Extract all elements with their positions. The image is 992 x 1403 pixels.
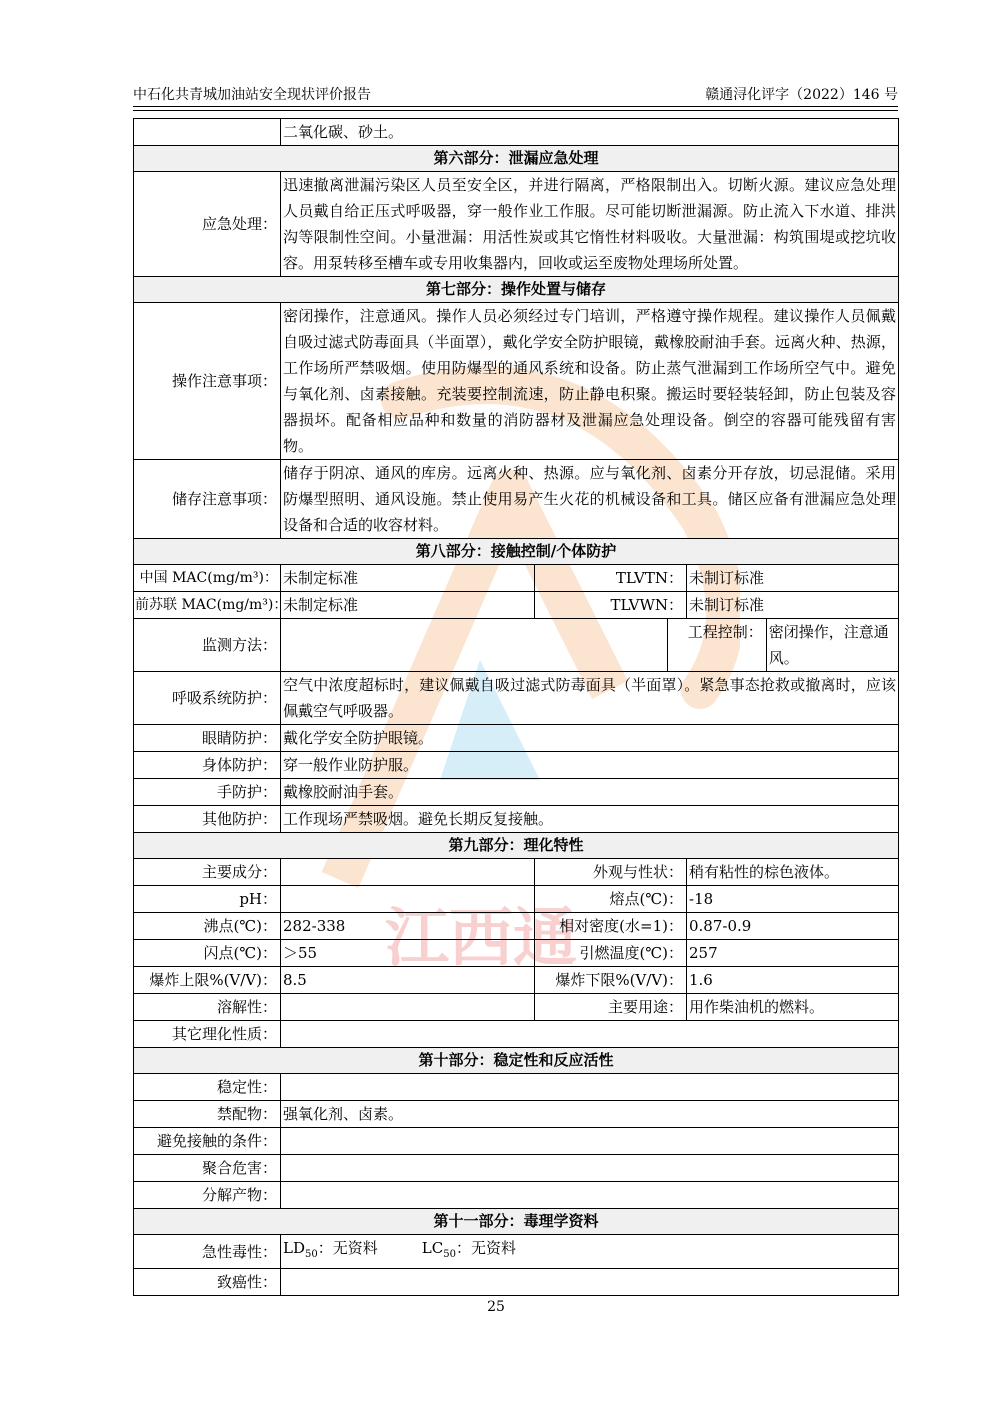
avoid-conditions-label: 避免接触的条件： xyxy=(134,1128,281,1155)
cn-mac-label: 中国 MAC(mg/m³)： xyxy=(134,565,281,592)
solubility-label: 溶解性： xyxy=(134,994,281,1021)
watermark-text: 江西通 xyxy=(385,902,577,976)
section-6-title: 第六部分：泄漏应急处理 xyxy=(134,146,899,172)
boiling-point-value: 282-338 xyxy=(281,913,535,940)
main-use-label: 主要用途： xyxy=(535,994,687,1021)
operation-text: 密闭操作，注意通风。操作人员必须经过专门培训，严格遵守操作规程。建议操作人员佩戴自吸过滤式防毒面具（半面罩），戴化学安全防护眼镜，戴橡胶耐油手套。远离火种、热源，工作场所严禁吸烟。使用防爆型的通风系统和设备。防止蒸气泄漏到工作场所空气中。避免与氧化剂、卤素接触。充装要控制流速，防止静电积聚。搬运时要轻装轻卸，防止包装及容器损坏。配备相应品种和数量的消防器材及泄漏应急处理设备。倒空的容器可能残留有害物。 xyxy=(281,303,899,460)
engineering-cell xyxy=(668,619,899,672)
section-7-title: 第七部分：操作处置与储存 xyxy=(134,277,899,303)
body-label: 身体防护： xyxy=(134,752,281,779)
avoid-conditions-value xyxy=(281,1128,899,1155)
page-number: 25 xyxy=(487,1299,505,1315)
melting-point-value: -18 xyxy=(687,886,899,913)
decomposition-value xyxy=(281,1182,899,1209)
su-mac-value: 未制定标准 xyxy=(281,592,535,619)
incompatible-label: 禁配物： xyxy=(134,1101,281,1128)
eye-label: 眼睛防护： xyxy=(134,725,281,752)
melting-point-label: 熔点(℃)： xyxy=(535,886,687,913)
main-use-value: 用作柴油机的燃料。 xyxy=(687,994,899,1021)
ph-label: pH： xyxy=(134,886,281,913)
polymerization-label: 聚合危害： xyxy=(134,1155,281,1182)
ld-sub: 50 xyxy=(305,1249,318,1260)
stability-label: 稳定性： xyxy=(134,1074,281,1101)
tlvtn-value: 未制订标准 xyxy=(687,565,899,592)
engineering-label: 工程控制： xyxy=(668,619,767,671)
uel-value: 8.5 xyxy=(281,967,535,994)
ignition-temp-value: 257 xyxy=(687,940,899,967)
page-header xyxy=(133,88,898,107)
respiratory-value: 空气中浓度超标时，建议佩戴自吸过滤式防毒面具（半面罩）。紧急事态抢救或撤离时，应该佩戴空气呼吸器。 xyxy=(281,672,899,725)
tlvwn-label: TLVWN： xyxy=(535,592,687,619)
operation-label: 操作注意事项： xyxy=(134,303,281,460)
lc-sub: 50 xyxy=(443,1249,456,1260)
carcinogenicity-label: 致癌性： xyxy=(134,1269,281,1296)
emergency-label: 应急处理： xyxy=(134,172,281,277)
other-properties-label: 其它理化性质： xyxy=(134,1021,281,1048)
ld-value: ：无资料 xyxy=(317,1239,378,1257)
section-11-title: 第十一部分：毒理学资料 xyxy=(134,1209,899,1235)
acute-toxicity-label: 急性毒性： xyxy=(134,1235,281,1269)
section-10-title: 第十部分：稳定性和反应活性 xyxy=(134,1048,899,1074)
storage-text: 储存于阴凉、通风的库房。远离火种、热源。应与氧化剂、卤素分开存放，切忌混储。采用防爆型照明、通风设施。禁止使用易产生火花的机械设备和工具。储区应备有泄漏应急处理设备和合适的收容材料。 xyxy=(281,460,899,539)
decomposition-label: 分解产物： xyxy=(134,1182,281,1209)
engineering-value: 密闭操作，注意通风。 xyxy=(768,623,889,667)
msds-table xyxy=(133,118,899,1296)
lc-value: ：无资料 xyxy=(455,1239,516,1257)
flash-point-value: ＞55 xyxy=(281,940,535,967)
report-number: 赣通浔化评字（2022）146 号 xyxy=(705,87,898,103)
tlvwn-value: 未制订标准 xyxy=(687,592,899,619)
polymerization-value xyxy=(281,1155,899,1182)
other-protection-value: 工作现场严禁吸烟。避免长期反复接触。 xyxy=(281,806,899,833)
ld-prefix: LD xyxy=(283,1239,305,1257)
storage-label: 储存注意事项： xyxy=(134,460,281,539)
ignition-temp-label: 引燃温度(℃)： xyxy=(535,940,687,967)
tlvtn-label: TLVTN： xyxy=(535,565,687,592)
flash-point-label: 闪点(℃)： xyxy=(134,940,281,967)
monitor-label: 监测方法： xyxy=(134,619,281,672)
composition-value xyxy=(281,859,535,886)
uel-label: 爆炸上限%(V/V)： xyxy=(134,967,281,994)
relative-density-label: 相对密度(水=1)： xyxy=(535,913,687,940)
stability-value xyxy=(281,1074,899,1101)
appearance-label: 外观与性状： xyxy=(535,859,687,886)
header-rule xyxy=(133,110,898,111)
section-8-title: 第八部分：接触控制/个体防护 xyxy=(134,539,899,565)
appearance-value: 稍有粘性的棕色液体。 xyxy=(687,859,899,886)
hand-value: 戴橡胶耐油手套。 xyxy=(281,779,899,806)
ph-value xyxy=(281,886,535,913)
acute-toxicity-value xyxy=(281,1235,899,1269)
hand-label: 手防护： xyxy=(134,779,281,806)
eye-value: 戴化学安全防护眼镜。 xyxy=(281,725,899,752)
su-mac-label: 前苏联 MAC(mg/m³)： xyxy=(134,592,281,619)
monitor-value xyxy=(281,619,668,672)
relative-density-value: 0.87-0.9 xyxy=(687,913,899,940)
section-9-title: 第九部分：理化特性 xyxy=(134,833,899,859)
solubility-value xyxy=(281,994,535,1021)
lc-prefix: LC xyxy=(421,1239,444,1257)
cn-mac-value: 未制定标准 xyxy=(281,565,535,592)
emergency-text: 迅速撤离泄漏污染区人员至安全区，并进行隔离，严格限制出入。切断火源。建议应急处理人员戴自给正压式呼吸器，穿一般作业工作服。尽可能切断泄漏源。防止流入下水道、排洪沟等限制性空间。小量泄漏：用活性炭或其它惰性材料吸收。大量泄漏：构筑围堤或挖坑收容。用泵转移至槽车或专用收集器内，回收或运至废物处理场所处置。 xyxy=(281,172,899,277)
other-protection-label: 其他防护： xyxy=(134,806,281,833)
report-title: 中石化共青城加油站安全现状评价报告 xyxy=(133,87,371,103)
other-properties-value xyxy=(281,1021,899,1048)
body-value: 穿一般作业防护服。 xyxy=(281,752,899,779)
boiling-point-label: 沸点(℃)： xyxy=(134,913,281,940)
composition-label: 主要成分： xyxy=(134,859,281,886)
extinguishing-media: 二氧化碳、砂土。 xyxy=(281,119,899,146)
blank-cell xyxy=(134,119,281,146)
incompatible-value: 强氧化剂、卤素。 xyxy=(281,1101,899,1128)
respiratory-label: 呼吸系统防护： xyxy=(134,672,281,725)
carcinogenicity-value xyxy=(281,1269,899,1296)
lel-label: 爆炸下限%(V/V)： xyxy=(535,967,687,994)
lel-value: 1.6 xyxy=(687,967,899,994)
